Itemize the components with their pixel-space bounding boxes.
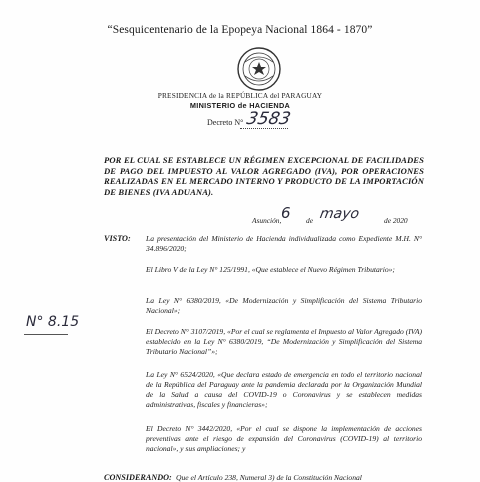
visto-paragraph: El Libro V de la Ley N° 125/1991, «Que establece el Nuevo Régimen Tributario»; [146, 265, 395, 274]
date-de-1: de [306, 216, 313, 225]
considerando-text: Que el Artículo 238, Numeral 3) de la Constitución Nacional [176, 473, 362, 482]
decree-number: 3583 [244, 109, 293, 129]
ministry-heading: MINISTERIO de HACIENDA [189, 101, 291, 110]
visto-paragraph: La Ley N° 6380/2019, «De Modernización y Simplificación del Sistema Tributario Nacional»; [146, 296, 422, 315]
considerando-label: CONSIDERANDO: [104, 473, 172, 482]
date-day: 6 [281, 204, 291, 222]
header-motto: “Sesquicentenario de la Epopeya Nacional 1864 - 1870” [107, 24, 373, 36]
visto-paragraph: El Decreto N° 3442/2020, «Por el cual se dispone la implementación de acciones preventivas ante el riesgo de expansión del Coronavirus (COVID-19) al territorio nacional», y sus ampliaciones; y [146, 424, 422, 453]
decree-title: POR EL CUAL SE ESTABLECE UN RÉGIMEN EXCEPCIONAL DE FACILIDADES DE PAGO DEL IMPUESTO AL VALOR AGREGADO (IVA), POR OPERACIONES REALIZADAS EN EL MERCADO INTERNO Y PRODUCTO DE LA IMPORTACIÓN DE BIENES (IVA ADUANA). [104, 155, 424, 197]
date-city: Asunción, [252, 216, 282, 225]
decree-label: Decreto N° [207, 118, 244, 127]
presidency-heading: PRESIDENCIA de la REPÚBLICA del PARAGUAY [157, 91, 323, 100]
visto-paragraph: La presentación del Ministerio de Hacienda individualizada como Expediente M.H. N° 34.896/2020; [146, 234, 422, 253]
margin-note-underline [24, 334, 68, 335]
visto-label: VISTO: [104, 234, 131, 243]
visto-paragraph: El Decreto N° 3107/2019, «Por el cual se reglamenta el Impuesto al Valor Agregado (IVA) establecido en la Ley N° 6380/2019, “De Modernización y Simplificación del Sistema Tributario Nacional”»; [146, 327, 422, 356]
coat-of-arms-seal-icon [236, 46, 282, 92]
decree-number-underline [240, 128, 288, 129]
date-de-2: de 2020 [384, 216, 408, 225]
date-month: mayo [318, 206, 361, 222]
visto-paragraph: La Ley N° 6524/2020, «Que declara estado de emergencia en todo el territorio nacional de la República del Paraguay ante la pandemia declarada por la Organización Mundial de la Salud a causa del COVID-19 o Coronavirus y se establecen medidas administrativas, fiscales y financieras»; [146, 370, 422, 409]
margin-handwritten-note: N° 8.15 [26, 314, 80, 330]
